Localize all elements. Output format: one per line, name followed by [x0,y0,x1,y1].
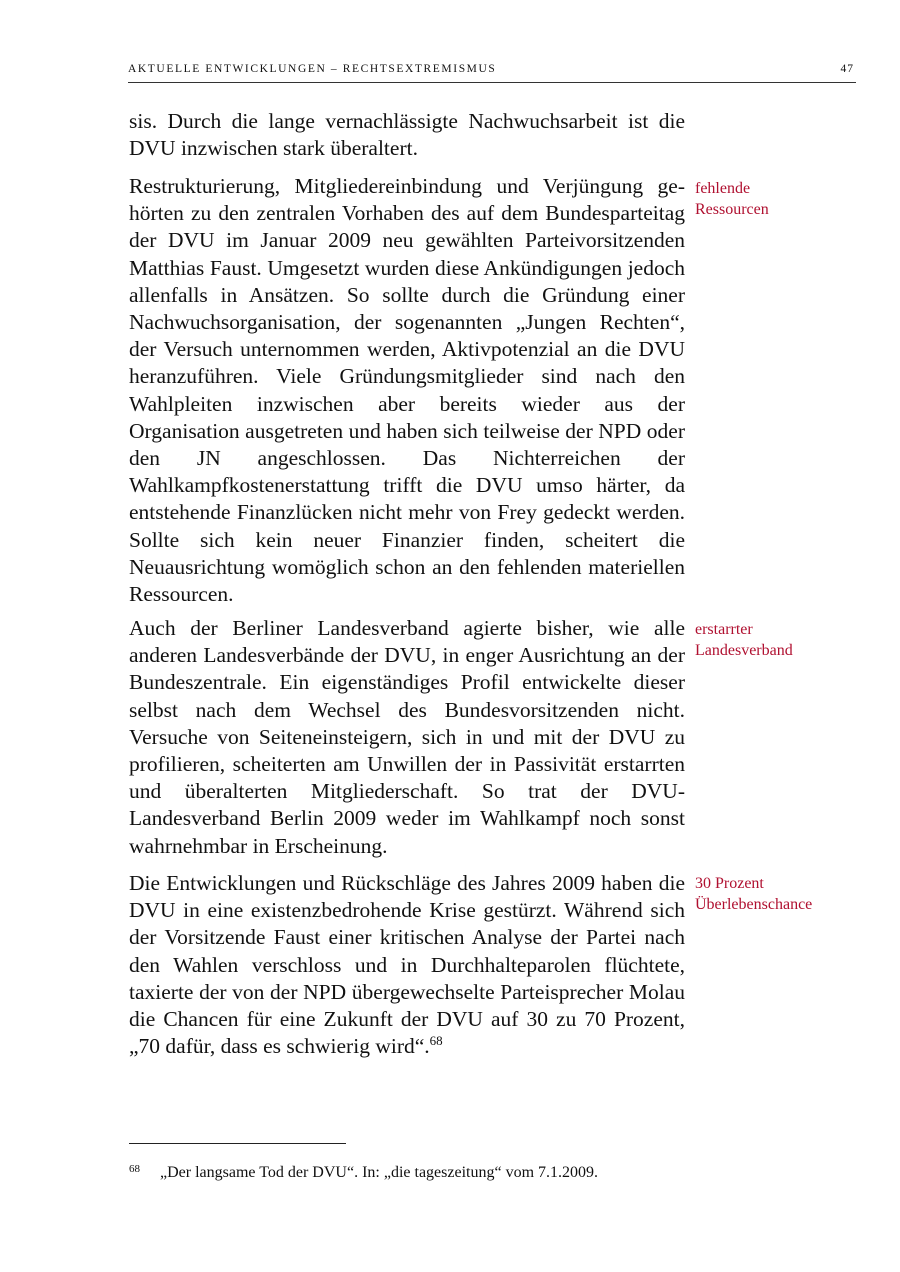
paragraph-4 [129,870,685,1060]
margin-note-line: Landesverband [695,642,793,659]
footnote-text: „Der langsame Tod der DVU“. In: „die tageszeitung“ vom 7.1.2009. [160,1164,599,1181]
margin-note-line: 30 Prozent [695,875,764,892]
running-title: AKTUELLE ENTWICKLUNGEN – RECHTSEXTREMISMUS [128,63,497,75]
paragraph-1: sis. Durch die lange vernachlässigte Nachwuchsarbeit ist die DVU inzwischen stark überaltert. [129,109,685,161]
page-number: 47 [840,63,854,75]
margin-note-erstarrter-landesverband [695,619,855,661]
margin-note-line: Überlebenschance [695,896,813,913]
paragraph-4-text: Die Entwicklungen und Rückschläge des Jahres 2009 haben die DVU in eine existenzbedrohende Krise gestürzt. Während sich der Vorsitzende Faust einer kritischen Analyse der Partei nach den Wahlen verschloss und in Durchhalteparolen flüchtete, taxierte der von der NPD übergewechselte Parteisprecher Molau die Chancen für eine Zukunft der DVU auf 30 zu 70 Prozent, „70 dafür, dass es schwierig wird“. [129,871,685,1059]
running-header [128,62,856,83]
footnote-reference[interactable]: 68 [429,1033,443,1049]
margin-note-30-prozent [695,873,855,915]
margin-note-fehlende-ressourcen [695,178,855,220]
margin-note-line: fehlende [695,180,751,197]
paragraph-2: Restrukturierung, Mitgliedereinbindung und Verjüngung gehörten zu den zentralen Vorhaben des auf dem Bundesparteitag der DVU im Januar 2009 neu gewählten Parteivorsitzenden Matthias Faust. Umgesetzt wurden diese Ankündigungen jedoch allenfalls in Ansätzen. So sollte durch die Gründung einer Nachwuchsorganisation, der sogenannten „Jungen Rechten“, der Versuch unternommen werden, Aktivpotenzial an die DVU heranzuführen. Viele Gründungsmitglieder sind nach den Wahlpleiten inzwischen aber bereits wieder aus der Organisation ausgetreten und haben sich teilweise der NPD oder den JN angeschlossen. Das Nichterreichen der Wahlkampfkostenerstattung trifft die DVU umso härter, da entstehende Finanzlücken nicht mehr von Frey gedeckt werden. Sollte sich kein neuer Finanzier finden, scheitert die Neuausrichtung womöglich schon an den fehlenden materiellen Ressourcen. [129,174,685,607]
margin-note-line: erstarrter [695,621,753,638]
paragraph-3: Auch der Berliner Landesverband agierte bisher, wie alle anderen Landesverbände der DVU, in enger Ausrichtung an der Bundeszentrale. Ein eigenständiges Profil entwickelte dieser selbst nach dem Wechsel des Bundesvorsitzenden nicht. Versuche von Seiteneinsteigern, sich in und mit der DVU zu profilieren, scheiterten am Unwillen der in Passivität erstarrten und überalterten Mitgliederschaft. So trat der DVU-Landesverband Berlin 2009 weder im Wahlkampf noch sonst wahrnehmbar in Erscheinung. [129,616,685,858]
footnote-number: 68 [129,1163,140,1175]
margin-note-line: Ressourcen [695,201,769,218]
footnote-divider [129,1143,346,1144]
